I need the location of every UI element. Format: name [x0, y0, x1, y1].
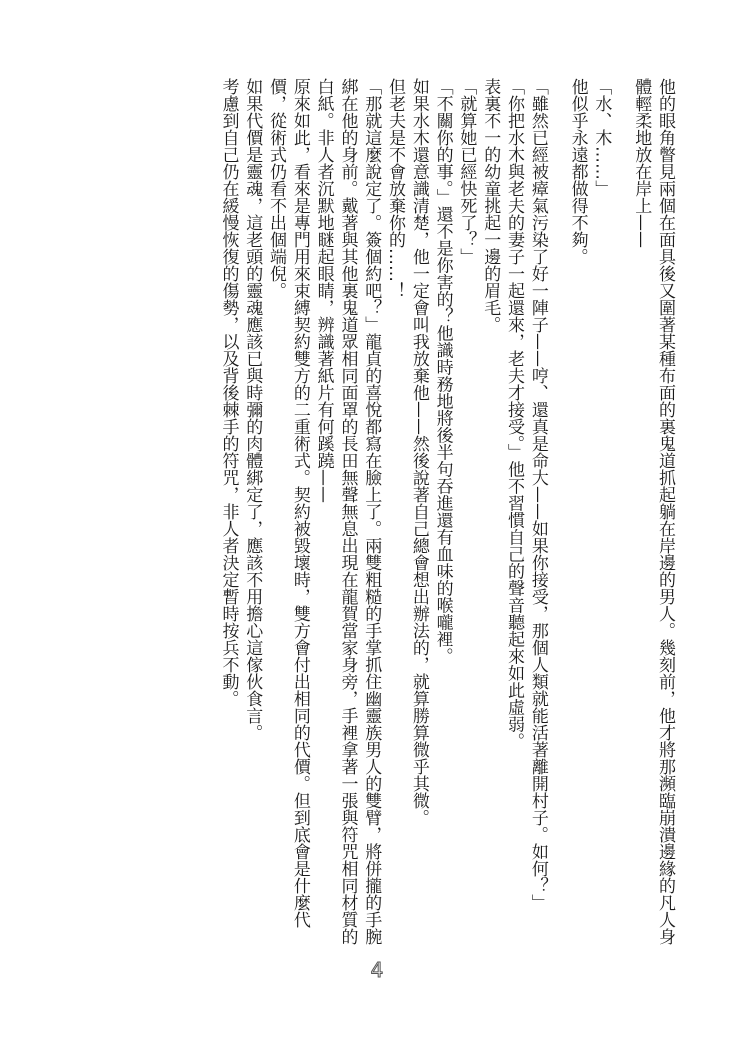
- paragraph-7: 「就算她已經快死了？」: [456, 78, 477, 265]
- paragraph-13: 如果代價是靈魂，這老頭的靈魂應該已與時彌的肉體綁定了，應該不用擔心這傢伙食言。: [242, 78, 263, 741]
- paragraph-8: 「不關你的事。」還不是你害的？他識時務地將後半句吞進還有血味的喉嚨裡。: [432, 78, 453, 665]
- paragraph-12: 原來如此，看來是專門用來束縛契約雙方的二重術式。契約被毀壞時，雙方會付出相同的代價。但到底會是什麼代價，從術式仍看不出個端倪。: [266, 78, 310, 928]
- paragraph-gap: [549, 78, 565, 956]
- body-text: [216, 78, 676, 956]
- paragraph-1: 他的眼角瞥見兩個在面具後又圍著某種布面的裏鬼道抓起躺在岸邊的男人。幾刻前，他才將那瀕臨崩潰邊緣的凡人身體輕柔地放在岸上——: [631, 78, 675, 945]
- paragraph-4: 「雖然已經被瘴氣污染了好一陣子——哼、還真是命大——如果你接受，那個人類就能活著離開村子。如何？」: [527, 78, 548, 911]
- paragraph-6: 表裏不一的幼童挑起一邊的眉毛。: [480, 78, 501, 333]
- paragraph-2: 「水、木……」: [591, 78, 612, 197]
- page-number: 4: [370, 958, 384, 982]
- paragraph-11: 「那就這麼說定了。簽個約吧？」龍貞的喜悅都寫在臉上了。兩雙粗糙的手掌抓住幽靈族男人的雙臂，將併攏的手腕綁在他的身前。戴著與其他裏鬼道眾相同面罩的長田無聲無息出現在龍賀當家身旁，手裡拿著一張與符咒相同材質的白紙。非人者沉默地瞇起眼睛，辨識著紙片有何蹊蹺——: [313, 78, 382, 945]
- paragraph-gap: [612, 78, 628, 956]
- paragraph-3: 他似乎永遠都做得不夠。: [567, 78, 588, 265]
- paragraph-5: 「你把水木與老夫的妻子一起還來，老夫才接受。」他不習慣自己的聲音聽起來如此虛弱。: [504, 78, 525, 750]
- paragraph-9: 如果水木還意識清楚，他一定會叫我放棄他——然後說著自己總會想出辦法的，就算勝算微乎其微。: [408, 78, 429, 826]
- paragraph-14: 考慮到自己仍在緩慢恢復的傷勢，以及背後棘手的符咒，非人者決定暫時按兵不動。: [218, 78, 239, 707]
- paragraph-10: 但老夫是不會放棄你的……！: [385, 78, 406, 299]
